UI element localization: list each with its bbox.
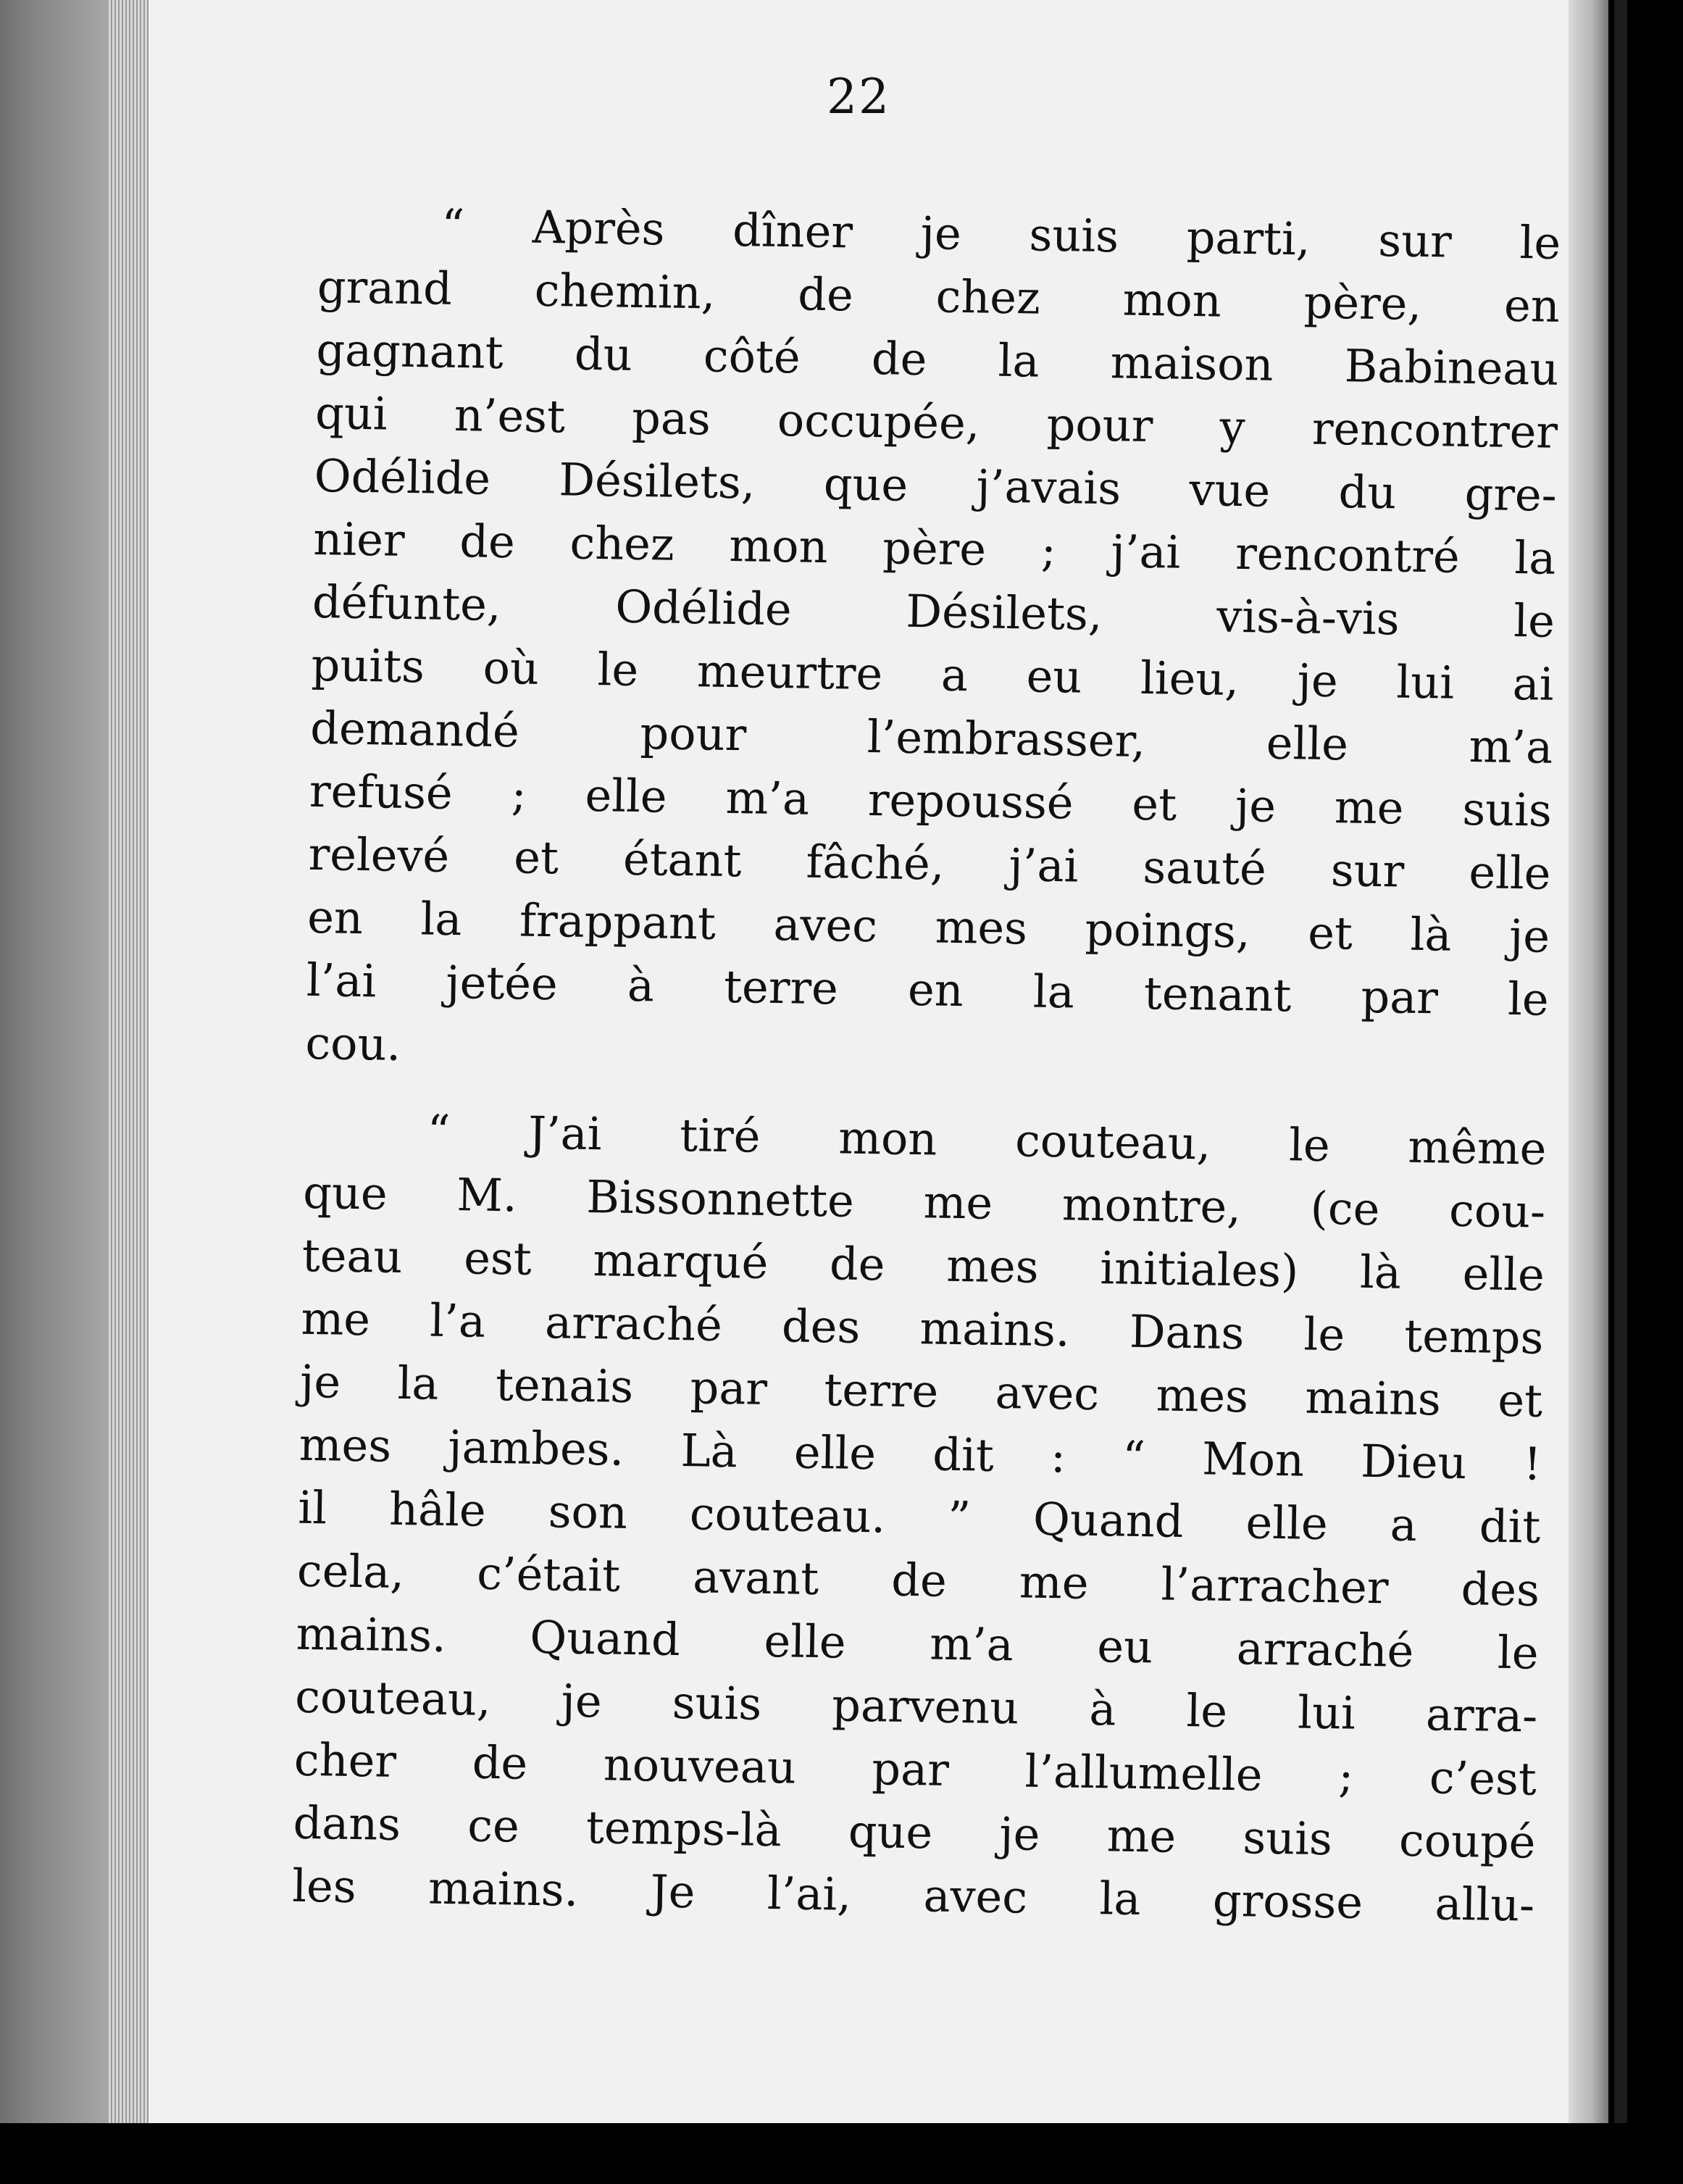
text-line: “ J’ai tiré mon couteau, le même <box>427 1104 1548 1175</box>
scan-right-strip <box>1614 0 1627 2184</box>
text-line: défunte, Odélide Désilets, vis-à-vis le <box>312 575 1555 648</box>
text-line: dans ce temps-là que je me suis coupé <box>293 1796 1537 1869</box>
text-line: me l’a arraché des mains. Dans le temps <box>301 1291 1544 1364</box>
text-line: couteau, je suis parvenu à le lui arra- <box>294 1670 1538 1743</box>
text-line: qui n’est pas occupée, pour y rencontrer <box>314 385 1558 459</box>
text-line: relevé et étant fâché, j’ai sauté sur elle <box>308 827 1552 900</box>
text-line: “ Après dîner je suis parti, sur le <box>440 199 1561 270</box>
text-line: cela, c’était avant de me l’arracher des <box>296 1543 1540 1617</box>
page-number: 22 <box>827 69 890 125</box>
body-text <box>292 192 1561 1937</box>
text-line: Odélide Désilets, que j’avais vue du gre- <box>314 449 1558 522</box>
text-line: cou. <box>304 1016 401 1071</box>
text-line: l’ai jetée à terre en la tenant par le <box>306 953 1550 1026</box>
text-line: que M. Bissonnette me montre, (ce cou- <box>302 1165 1546 1238</box>
text-line: demandé pour l’embrasser, elle m’a <box>309 701 1553 774</box>
book-page <box>149 0 1569 2123</box>
text-line: nier de chez mon père ; j’ai rencontré la <box>312 512 1556 585</box>
text-line: mains. Quand elle m’a eu arraché le <box>296 1606 1540 1680</box>
text-line: puits où le meurtre a eu lieu, je lui ai <box>311 638 1555 711</box>
scan-bottom-background <box>0 2123 1683 2184</box>
text-line: je la tenais par terre avec mes mains et <box>299 1354 1543 1427</box>
scan-left-background <box>0 0 109 2123</box>
text-line: il hâle son couteau. ” Quand elle a dit <box>297 1480 1541 1554</box>
page-gutter-shadow <box>1569 0 1608 2123</box>
text-line: cher de nouveau par l’allumelle ; c’est <box>293 1733 1537 1806</box>
text-line: gagnant du côté de la maison Babineau <box>316 322 1559 396</box>
text-line: les mains. Je l’ai, avec la grosse allu- <box>291 1859 1535 1932</box>
page-stack-edge <box>109 0 152 2123</box>
text-line: refusé ; elle m’a repoussé et je me suis <box>309 764 1553 837</box>
text-line: teau est marqué de mes initiales) là elle <box>301 1228 1545 1301</box>
text-line: grand chemin, de chez mon père, en <box>317 259 1561 333</box>
text-line: mes jambes. Là elle dit : “ Mon Dieu ! <box>298 1417 1542 1491</box>
text-line: en la frappant avec mes poings, et là je <box>306 890 1550 963</box>
